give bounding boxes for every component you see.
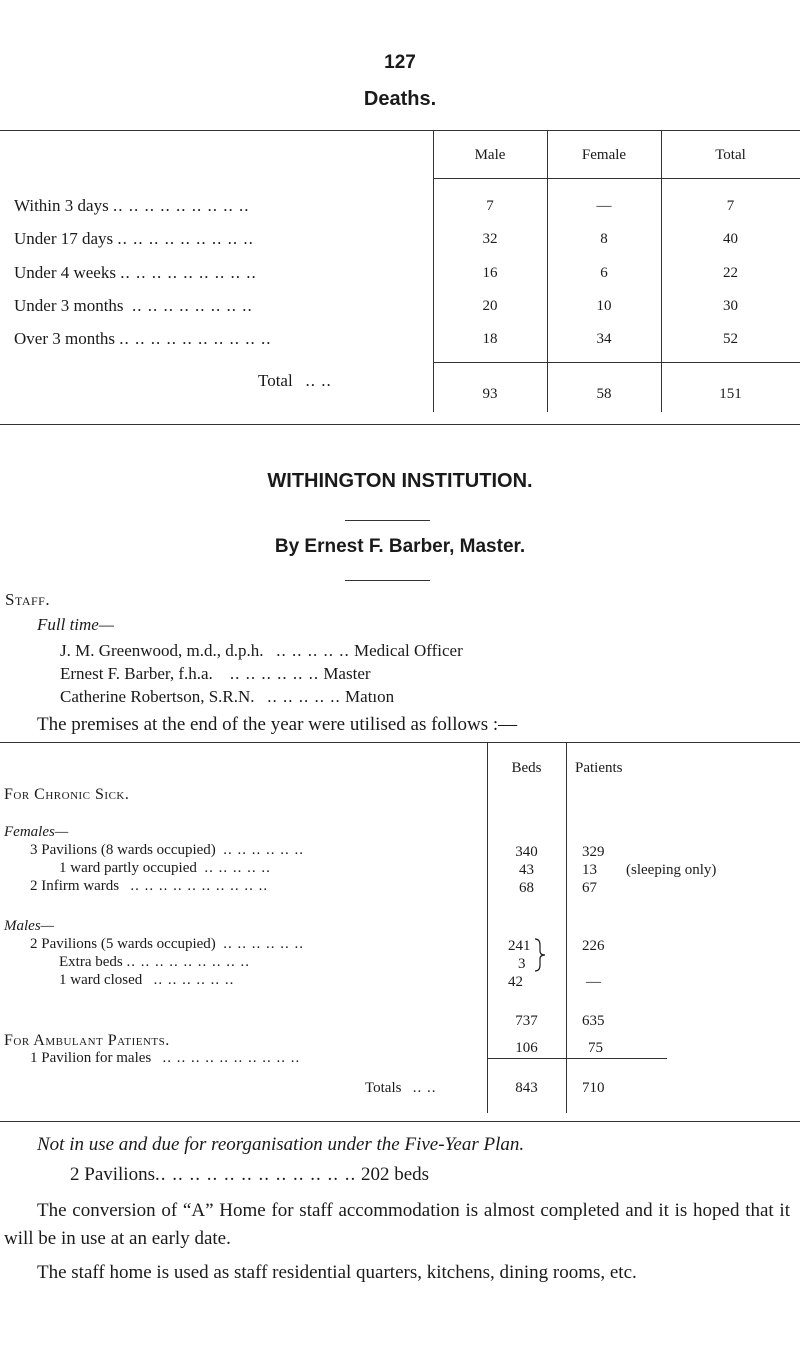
staff-name: Catherine Robertson, S.R.N. [60,687,255,706]
total-label: Total [258,371,293,390]
leader-dots: .. .. .. .. .. .. [229,664,320,683]
not-in-use-note: Not in use and due for reorganisation under the Five-Year Plan. [37,1134,525,1155]
male-total: 93 [482,386,498,402]
row-label: 3 Pavilions (8 wards occupied) [30,842,216,858]
patients-subtotal: 635 [582,1013,605,1029]
beds-value: 340 [515,844,538,860]
patients-total: 710 [582,1080,605,1096]
patients-value: 13 [582,862,597,878]
patients-value: — [586,974,601,990]
col-header-patients: Patients [575,760,623,776]
list-item [60,641,463,661]
male-value: 20 [482,298,498,314]
patients-value: 67 [582,880,597,896]
beds-value: 3 [518,956,526,972]
staff-role: Master [323,664,371,683]
total-value: 30 [723,298,738,314]
row-label: Under 17 days [14,229,114,248]
divider [345,520,430,521]
leader-dots: .. .. .. .. .. .. .. .. .. .. [130,878,269,894]
list-item [60,687,394,707]
leader-dots: .. .. .. .. .. .. [223,842,305,858]
total-value: 52 [723,331,738,347]
male-value: 32 [482,231,498,247]
female-value: — [596,198,612,214]
female-value: 8 [600,231,608,247]
total-value: 40 [723,231,738,247]
leader-dots: .. .. [305,371,332,390]
beds-value: 106 [515,1040,538,1056]
leader-dots: .. .. .. .. .. .. .. .. [132,296,253,315]
table-rule [433,178,800,179]
total-value: 7 [726,198,735,214]
leader-dots: .. .. .. .. .. .. .. .. .. [120,263,257,282]
institution-byline: By Ernest F. Barber, Master. [274,536,526,557]
females-heading: Females— [4,824,69,840]
staff-heading: Staff. [5,590,51,609]
institution-title: WITHINGTON INSTITUTION. [267,470,533,492]
leader-dots: .. .. .. .. .. .. .. .. .. .. [162,1050,301,1066]
beds-subtotal: 737 [515,1013,538,1029]
col-header-female: Female [581,147,627,163]
table-rule [0,1121,800,1122]
pavilions-line [70,1164,429,1186]
row-label: 1 ward closed [59,972,143,988]
row-label: Under 4 weeks [14,263,116,282]
beds-value: 42 [508,974,523,990]
female-total: 58 [596,386,612,402]
col-header-male: Male [474,147,506,163]
row-label: 1 Pavilion for males [30,1050,152,1066]
premises-intro: The premises at the end of the year were utilised as follows :— [37,714,518,735]
right-brace-icon [533,937,547,973]
col-header-beds: Beds [511,760,542,776]
staff-name: J. M. Greenwood, m.d., d.p.h. [60,641,264,660]
total-label: Totals [365,1080,402,1096]
males-heading: Males— [4,918,54,934]
table-rule [433,362,800,363]
table-rule [0,424,800,425]
female-value: 6 [600,265,608,281]
patients-value: 75 [588,1040,603,1056]
beds-value: 43 [519,862,534,878]
table-rule [0,130,800,131]
chronic-heading: For Chronic Sick. [4,786,130,803]
ambulant-heading: For Ambulant Patients. [4,1032,170,1049]
leader-dots: .. .. .. .. .. .. .. .. .. [117,229,254,248]
row-label: Extra beds [59,954,123,970]
staff-role: Matıon [345,687,395,706]
male-value: 16 [482,265,498,281]
table-rule [0,742,800,743]
leader-dots: .. .. .. .. .. [276,641,350,660]
male-value: 7 [486,198,494,214]
grand-total: 151 [719,386,742,402]
col-header-total: Total [715,147,746,163]
patients-note: (sleeping only) [626,862,717,878]
list-item [60,664,371,684]
leader-dots: .. .. .. .. .. [204,860,271,876]
row-label: Over 3 months [14,329,116,348]
staff-name: Ernest F. Barber, f.h.a. [60,664,213,683]
deaths-title: Deaths. [363,88,437,110]
row-label: Under 3 months [14,296,124,315]
leader-dots: .. .. [412,1080,437,1096]
row-label: 1 ward partly occupied [59,860,197,876]
row-label: 2 Infirm wards [30,878,120,894]
leader-dots: .. .. .. .. .. .. .. .. .. [112,196,250,215]
beds-total: 843 [515,1080,538,1096]
male-value: 18 [482,331,498,347]
patients-value: 329 [582,844,605,860]
beds-value: 241 [508,938,531,954]
female-value: 10 [596,298,612,314]
paragraph: The conversion of “A” Home for staff accommodation is almost completed and it is hoped that it will be in use at an early date. [4,1200,790,1249]
leader-dots: .. .. .. .. .. .. .. .. .. .. [119,329,272,348]
row-label: 2 Pavilions (5 wards occupied) [30,936,216,952]
leader-dots: .. .. .. .. .. .. [153,972,235,988]
leader-dots: .. .. .. .. .. .. [223,936,305,952]
female-value: 34 [596,331,612,347]
pavilions-label: 2 Pavilions [70,1164,155,1185]
leader-dots: .. .. .. .. .. [267,687,341,706]
page-number: 127 [384,52,416,73]
patients-value: 226 [582,938,605,954]
divider [345,580,430,581]
paragraph: The staff home is used as staff residential quarters, kitchens, dining rooms, etc. [37,1262,637,1283]
leader-dots: .. .. .. .. .. .. .. .. .. .. .. .. [154,1164,357,1185]
row-label: Within 3 days [14,196,109,215]
table-rule [487,1058,667,1059]
total-value: 22 [723,265,738,281]
leader-dots: .. .. .. .. .. .. .. .. .. [126,954,250,970]
staff-subheading: Full time— [37,615,114,634]
pavilions-value: 202 beds [360,1164,430,1185]
staff-role: Medical Officer [354,641,463,660]
beds-value: 68 [519,880,534,896]
